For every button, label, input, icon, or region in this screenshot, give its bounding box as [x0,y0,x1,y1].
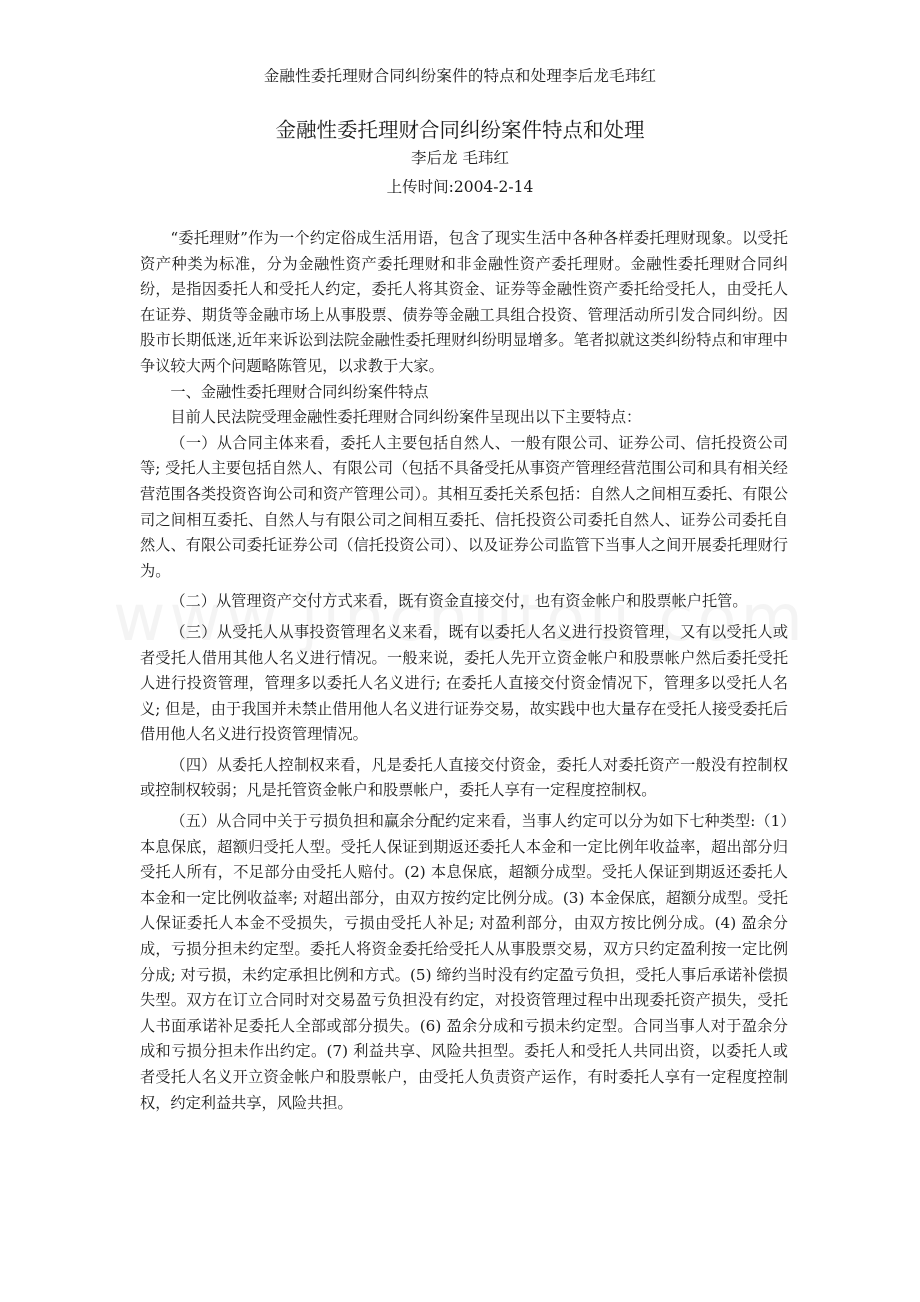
section-heading: 一、金融性委托理财合同纠纷案件特点 [170,382,429,401]
article-authors: 李后龙 毛玮红 [411,149,509,167]
paragraph: 目前人民法院受理金融性委托理财合同纠纷案件呈现出以下主要特点： [170,408,642,427]
paragraph: （五）从合同中关于亏损负担和赢余分配约定来看，当事人约定可以分为如下七种类型:（1）本息保底，超额归受托人型。受托人保证到期返还委托人本金和一定比例年收益率，超出部分归受托人所有，不足部分由受托人赔付。(2) 本息保底，超额分成型。受托人保证到期返还委托人本金和一定比例收益率; 对超出部分，由双方按约定比例分成。(3) 本金保底，超额分成型。受托人保证委托人本金不受损失，亏损由受托人补足; 对盈利部分，由双方按比例分成。(4) 盈余分成，亏损分担未约定型。委托人将资金委托给受托人从事股票交易，双方只约定盈利按一定比例分成; 对亏损，未约定承担比例和方式。(5) 缔约当时没有约定盈亏负担，受托人事后承诺补偿损失型。双方在订立合同时对交易盈亏负担没有约定，对投资管理过程中出现委托资产损失，受托人书面承诺补足委托人全部或部分损失。(6) 盈余分成和亏损未约定型。合同当事人对于盈余分成和亏损分担未作出约定。(7) 利益共享、风险共担型。委托人和受托人共同出资，以委托人或者受托人名义开立资金帐户和股票帐户，由受托人负责资产运作，有时委托人享有一定程度控制权，约定利益共享，风险共担。 [140,812,788,1112]
article-body [140,226,788,1116]
upload-date: 上传时间:2004-2-14 [386,178,534,196]
paragraph-intro: “委托理财”作为一个约定俗成生活用语，包含了现实生活中各种各样委托理财现象。以受托资产种类为标准，分为金融性资产委托理财和非金融性资产委托理财。金融性委托理财合同纠纷，是指因委托人和受托人约定，委托人将其资金、证券等金融性资产委托给受托人，由受托人在证券、期货等金融市场上从事股票、债券等金融工具组合投资、管理活动所引发合同纠纷。因股市长期低迷,近年来诉讼到法院金融性委托理财纠纷明显增多。笔者拟就这类纠纷特点和审理中争议较大两个问题略陈管见，以求教于大家。 [140,229,788,375]
article-title: 金融性委托理财合同纠纷案件特点和处理 [275,118,645,142]
paragraph: （四）从委托人控制权来看，凡是委托人直接交付资金，委托人对委托资产一般没有控制权或控制权较弱；凡是托管资金帐户和股票帐户，委托人享有一定程度控制权。 [140,755,788,800]
paragraph: （二）从管理资产交付方式来看，既有资金直接交付，也有资金帐户和股票帐户托管。 [170,592,748,611]
paragraph: （三）从受托人从事投资管理名义来看，既有以委托人名义进行投资管理，又有以受托人或者受托人借用其他人名义进行情况。一般来说，委托人先开立资金帐户和股票帐户然后委托受托人进行投资管理，管理多以委托人名义进行; 在委托人直接交付资金情况下，管理多以受托人名义; 但是，由于我国并未禁止借用他人名义进行证券交易，故实践中也大量存在受托人接受委托后借用他人名义进行投资管理情况。 [140,622,788,744]
paragraph: （一）从合同主体来看，委托人主要包括自然人、一般有限公司、证券公司、信托投资公司等; 受托人主要包括自然人、有限公司（包括不具备受托从事资产管理经营范围公司和具有相关经营范围各类投资咨询公司和资产管理公司）。其相互委托关系包括：自然人之间相互委托、有限公司之间相互委托、自然人与有限公司之间相互委托、信托投资公司委托自然人、证券公司委托自然人、有限公司委托证券公司（信托投资公司）、以及证券公司监管下当事人之间开展委托理财行为。 [140,433,788,580]
running-title: 金融性委托理财合同纠纷案件的特点和处理李后龙毛玮红 [263,67,657,85]
